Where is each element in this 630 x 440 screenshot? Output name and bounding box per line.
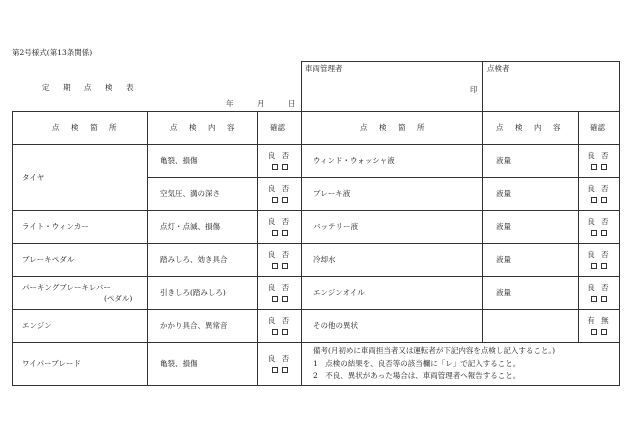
right-item-battery: バッテリー液 [313, 222, 358, 231]
header-item-left: 点 検 箇 所 [52, 123, 119, 132]
checkbox-bad[interactable] [282, 263, 288, 269]
check-cell[interactable]: 良 否 [258, 152, 301, 170]
checkbox-no[interactable] [601, 329, 607, 335]
checkbox-bad[interactable] [601, 263, 607, 269]
table-top [12, 111, 619, 112]
check-cell[interactable]: 良 否 [579, 218, 619, 236]
checkbox-bad[interactable] [282, 367, 288, 373]
remarks-title: 備考(月初めに車両担当者又は運転者が下記内容を点検し記入すること。) [313, 346, 556, 355]
header-check-left: 確認 [270, 123, 285, 132]
left-item-parking-brake: パーキングブレーキレバー [22, 283, 111, 292]
right-content-engine-oil: 液量 [496, 288, 511, 297]
checkbox-bad[interactable] [282, 329, 288, 335]
checkbox-good[interactable] [272, 263, 278, 269]
sign-box-left [301, 61, 302, 111]
checkbox-bad[interactable] [282, 197, 288, 203]
vehicle-manager-seal: 印 [470, 85, 478, 94]
left-item-parking-brake-sub: (ペダル) [104, 294, 133, 303]
check-cell-other[interactable]: 有 無 [579, 317, 619, 335]
table-right [619, 111, 620, 386]
sign-box-right [619, 61, 620, 111]
remarks-line-2: 2 不良、異状があった場合は、車両管理者へ報告すること。 [313, 371, 521, 380]
inspector-label: 点検者 [487, 64, 510, 73]
right-content-battery: 液量 [496, 222, 511, 231]
row-line-header [12, 144, 619, 145]
checkbox-good[interactable] [591, 197, 597, 203]
check-cell[interactable]: 良 否 [258, 284, 301, 302]
sign-box-divider [482, 61, 483, 111]
left-item-engine: エンジン [22, 321, 52, 330]
left-content-lights: 点灯・点滅、損傷 [160, 222, 220, 231]
right-item-engine-oil: エンジンオイル [313, 288, 365, 297]
row-line-7 [12, 342, 619, 343]
row-line-3 [12, 210, 619, 211]
right-content-coolant: 液量 [496, 255, 511, 264]
right-item-other: その他の異状 [313, 321, 358, 330]
right-item-coolant: 冷却水 [313, 255, 336, 264]
checkbox-good[interactable] [591, 296, 597, 302]
left-content-engine: かかり具合、異常音 [160, 321, 228, 330]
row-line-6 [12, 309, 619, 310]
checkbox-good[interactable] [272, 164, 278, 170]
checkbox-good[interactable] [272, 197, 278, 203]
header-content-right: 点 検 内 容 [496, 123, 563, 132]
remarks-line-1: 1 点検の結果を、良否等の該当欄に「レ」で記入すること。 [313, 359, 521, 368]
page-title: 定 期 点 検 表 [42, 83, 137, 92]
date-month-label: 月 [257, 99, 265, 108]
checkbox-bad[interactable] [601, 296, 607, 302]
header-check-right: 確認 [590, 123, 605, 132]
col-left-content [147, 111, 148, 386]
header-content-left: 点 検 内 容 [170, 123, 237, 132]
row-line-4 [12, 243, 619, 244]
left-content-tire-pressure: 空気圧、溝の深さ [160, 189, 220, 198]
left-content-wiper: 亀裂、損傷 [160, 359, 198, 368]
checkbox-bad[interactable] [601, 164, 607, 170]
checkbox-good[interactable] [272, 329, 278, 335]
form-number: 第2号様式(第13条関係) [12, 48, 93, 57]
checkbox-bad[interactable] [282, 164, 288, 170]
header-item-right: 点 検 箇 所 [360, 123, 427, 132]
check-cell[interactable]: 良 否 [579, 152, 619, 170]
left-item-tire: タイヤ [22, 173, 45, 182]
checkbox-good[interactable] [591, 230, 597, 236]
date-day-label: 日 [288, 99, 296, 108]
right-content-brake-fluid: 液量 [496, 189, 511, 198]
vehicle-manager-label: 車両管理者 [305, 64, 343, 73]
right-item-brake-fluid: ブレーキ液 [313, 189, 351, 198]
check-cell[interactable]: 良 否 [258, 317, 301, 335]
checkbox-good[interactable] [591, 164, 597, 170]
checkbox-yes[interactable] [591, 329, 597, 335]
checkbox-good[interactable] [272, 367, 278, 373]
left-content-parking-brake: 引きしろ(踏みしろ) [160, 288, 226, 297]
checkbox-bad[interactable] [601, 230, 607, 236]
row-line-5 [12, 276, 619, 277]
checkbox-good[interactable] [272, 296, 278, 302]
check-cell[interactable]: 良 否 [579, 185, 619, 203]
check-cell[interactable]: 良 否 [258, 185, 301, 203]
table-bottom [12, 385, 619, 386]
col-right-content [482, 111, 483, 342]
check-cell[interactable]: 良 否 [579, 284, 619, 302]
left-item-lights: ライト・ウィンカー [22, 222, 89, 231]
right-item-washer: ウィンド・ウォッシャ液 [313, 156, 395, 165]
left-content-tire-crack: 亀裂、損傷 [160, 156, 198, 165]
table-left [12, 111, 13, 386]
checkbox-good[interactable] [272, 230, 278, 236]
row-line-tire-split [147, 177, 619, 178]
check-cell[interactable]: 良 否 [258, 251, 301, 269]
check-cell[interactable]: 良 否 [579, 251, 619, 269]
checkbox-bad[interactable] [282, 296, 288, 302]
date-year-label: 年 [226, 99, 234, 108]
left-item-wiper: ワイパーブレード [22, 359, 81, 368]
left-item-brake-pedal: ブレーキペダル [22, 255, 75, 264]
sign-box-top [301, 61, 619, 62]
check-cell[interactable]: 良 否 [258, 355, 301, 373]
col-right-item [301, 111, 302, 386]
check-cell[interactable]: 良 否 [258, 218, 301, 236]
checkbox-bad[interactable] [282, 230, 288, 236]
left-content-brake-pedal: 踏みしろ、効き具合 [160, 255, 228, 264]
right-content-washer: 液量 [496, 156, 511, 165]
checkbox-good[interactable] [591, 263, 597, 269]
checkbox-bad[interactable] [601, 197, 607, 203]
